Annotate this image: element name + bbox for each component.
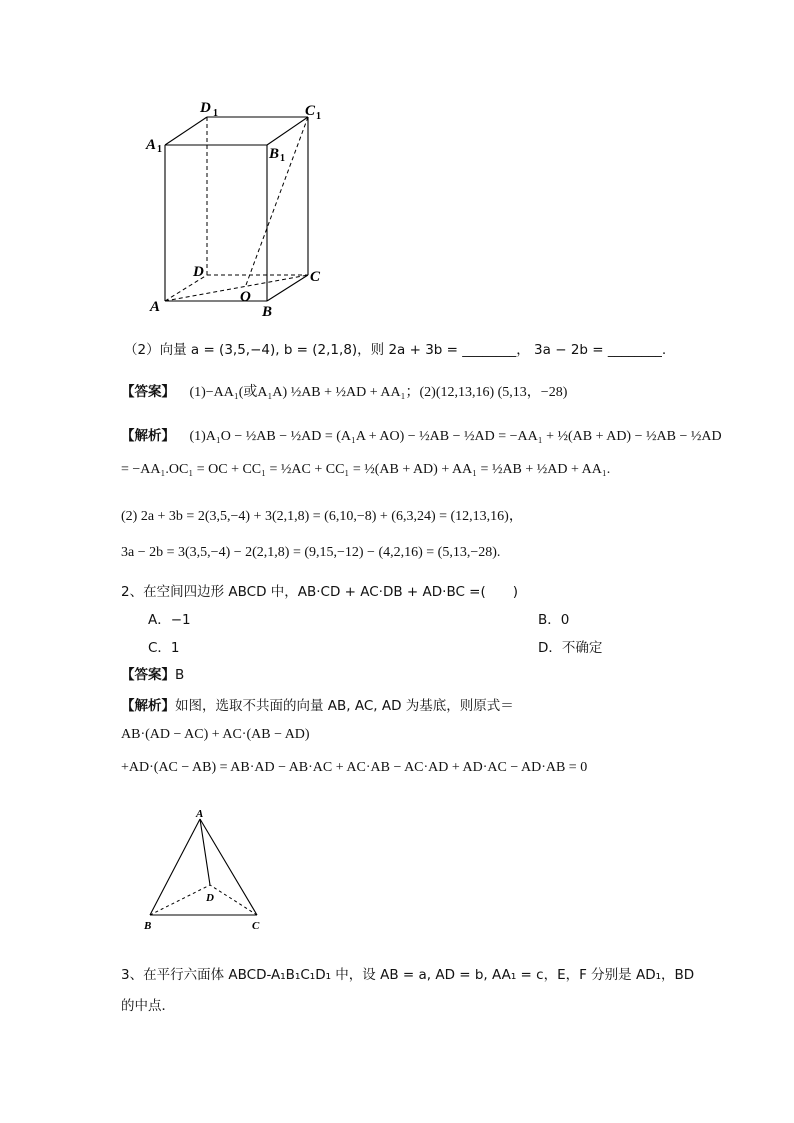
answer-tag: 【答案】: [121, 384, 175, 400]
q1-analysis-line1: [121, 424, 722, 445]
tetra-label-D: D: [206, 892, 214, 904]
q3-line2: 的中点．: [121, 998, 175, 1014]
q3-line1: 3、在平行六面体 ABCD-A₁B₁C₁D₁ 中，设 AB = a, AD = b, AA₁ = c，E，F 分别是 AD₁，BD: [121, 967, 695, 983]
q2-option-c: C．1: [148, 640, 180, 656]
q1-analysis-line3: (2) 2a + 3b = 2(3,5,−4) + 3(2,1,8) = (6,10,−8) + (6,3,24) = (12,13,16)，: [121, 509, 523, 524]
q2-analysis-text1: 如图，选取不共面的向量 AB, AC, AD 为基底，则原式＝: [175, 698, 514, 714]
label-A1-sub: 1: [157, 144, 162, 155]
q2-answer-tag: 【答案】: [121, 667, 175, 683]
tetra-label-C: C: [252, 920, 260, 932]
q2-answer-value: B: [175, 667, 185, 683]
q2-stem: 2、在空间四边形 ABCD 中，AB·CD + AC·DB + AD·BC =( ): [121, 584, 519, 600]
q1-part2: （2）向量 a = (3,5,−4), b = (2,1,8)，则 2a + 3b = ________， 3a − 2b = ________.: [124, 342, 667, 358]
label-A: A: [150, 299, 161, 315]
q1-answer-text: (1)−AA₁(或A₁A) ½AB + ½AD + AA₁；(2)(12,13,16) (5,13，−28): [189, 385, 568, 400]
q2-analysis-tag: 【解析】: [121, 698, 175, 714]
q1-analysis-line2: = −AA₁.OC₁ = OC + CC₁ = ½AC + CC₁ = ½(AB + AD) + AA₁ = ½AB + ½AD + AA₁.: [121, 462, 611, 477]
analysis-tag: 【解析】: [121, 428, 175, 444]
tetrahedron-figure: [140, 805, 270, 935]
box-figure: [140, 95, 340, 325]
label-D: D: [193, 264, 204, 280]
q2-analysis-line3: +AD·(AC − AB) = AB·AD − AB·AC + AC·AB − AC·AD + AD·AC − AD·AB = 0: [121, 760, 588, 775]
q2-option-a: A．−1: [148, 612, 191, 628]
q2-analysis-line2: AB·(AD − AC) + AC·(AB − AD): [121, 727, 310, 742]
label-C1: C: [305, 103, 316, 119]
label-B1: B: [269, 146, 280, 162]
q2-answer: [121, 663, 184, 683]
q1-analysis-text1: (1)A₁O − ½AB − ½AD = (A₁A + AO) − ½AB − ½AD = −AA₁ + ½(AB + AD) − ½AB − ½AD: [189, 429, 722, 444]
label-B1-sub: 1: [280, 153, 285, 164]
tetra-label-A: A: [196, 808, 204, 820]
q2-option-b: B．0: [538, 612, 570, 628]
label-C1-sub: 1: [316, 111, 321, 122]
q2-analysis-line1: [121, 694, 514, 714]
q1-answer: [121, 380, 567, 401]
label-B: B: [262, 304, 273, 320]
label-O: O: [240, 289, 251, 305]
q2-option-d: D．不确定: [538, 640, 603, 656]
tetra-label-B: B: [144, 920, 152, 932]
label-A1: A: [146, 137, 157, 153]
q1-analysis-line4: 3a − 2b = 3(3,5,−4) − 2(2,1,8) = (9,15,−12) − (4,2,16) = (5,13,−28).: [121, 545, 501, 560]
label-D1: D: [200, 100, 211, 116]
label-C: C: [310, 269, 321, 285]
label-D1-sub: 1: [213, 108, 218, 119]
